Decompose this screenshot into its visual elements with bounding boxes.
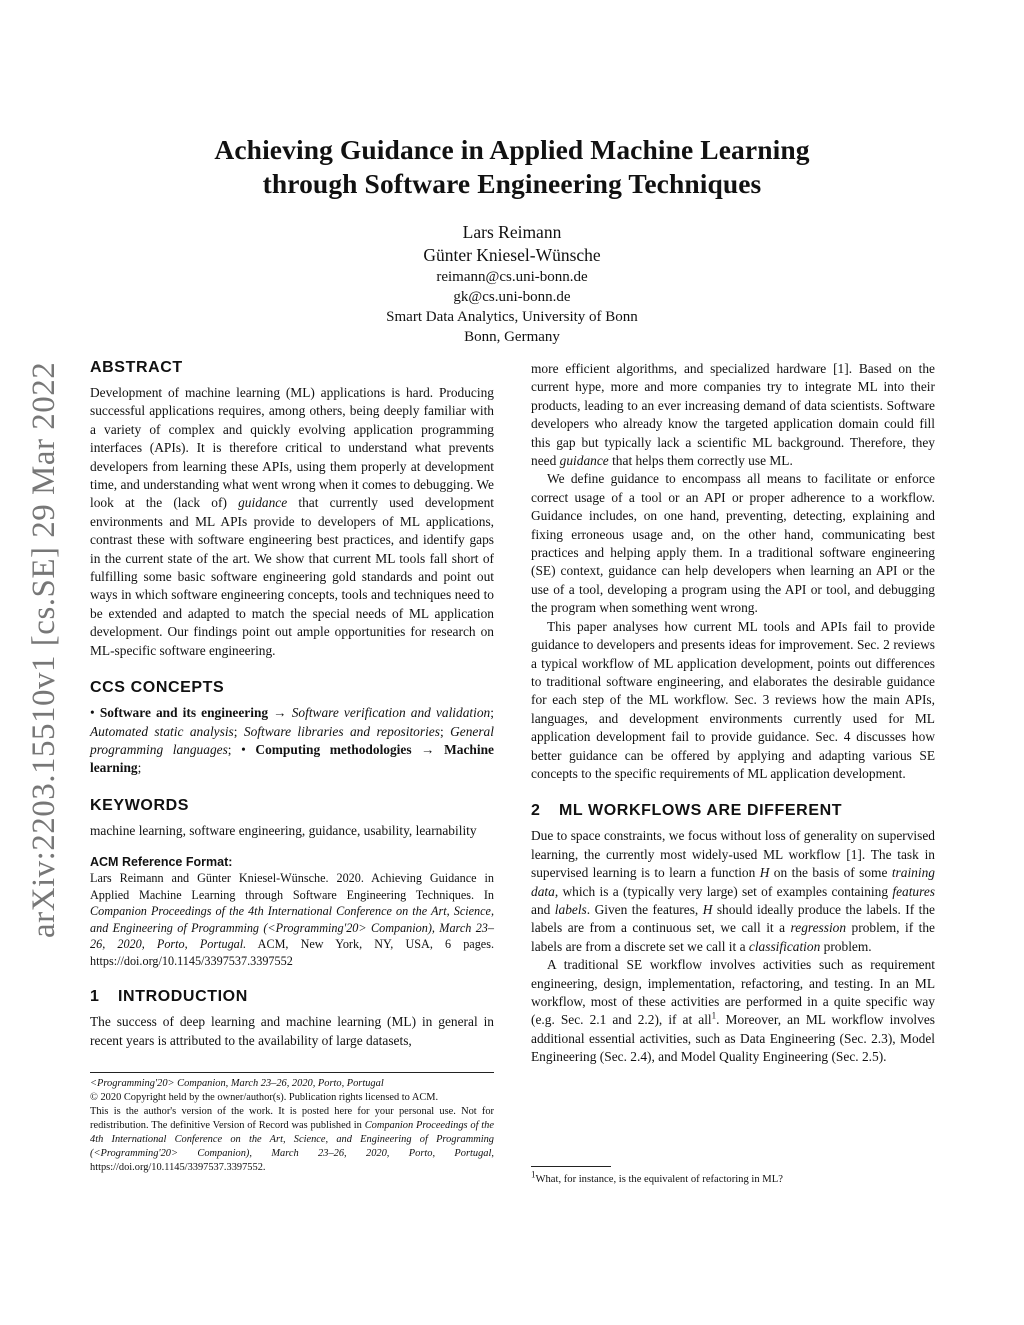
- ccs-subterm: Software libraries and repositories: [243, 723, 440, 739]
- s2-text: A traditional SE workflow involves activities such as requirement engineering, design, implementation, refactoring, and testing. In an ML workflow, most of these activities are performed in a quite specific way (e.g. Sec. 2.1 and 2.2), if at all: [531, 957, 935, 1028]
- s2-emphasis: regression: [790, 920, 847, 936]
- keywords-text: machine learning, software engineering, guidance, usability, learnability: [90, 822, 477, 838]
- s2-text: . Moreover, an ML workflow involves additional essential activities, such as Data Engineering (Sec. 2.3), Model Engineering (Sec. 2.4), and Model Quality Engineering (Sec. 2.5).: [531, 1012, 935, 1065]
- author-block: [0, 221, 1024, 347]
- intro-paragraph-3: This paper analyses how current ML tools and APIs fail to provide guidance to developers and presents ideas for improvement. Sec. 2 reviews a typical workflow of ML application development, points out differences to traditional software engineering, and elaborates the desirable guidance for each step of the ML workflow. Sec. 3 reviews how the main APIs, languages, and development environments currently used for ML application development fail to provide guidance. Sec. 4 discusses how better guidance can be offered by applying and adapting various SE concepts to the specific requirements of ML application development.: [531, 618, 935, 781]
- acm-reference-part: ACM, New York, NY, USA, 6 pages. https://doi.org/10.1145/3397537.3397552: [90, 937, 494, 968]
- s2-math: H: [702, 901, 713, 917]
- paper-title: [0, 133, 1024, 201]
- acm-reference-part: Lars Reimann and Günter Kniesel-Wünsche. 2020. Achieving Guidance in Applied Machine Learning through Software Engineering Techniques. In: [90, 871, 494, 902]
- ccs-concepts: • Software and its engineering → Software verification and validation; Automated static analysis; Software libraries and repositories; General programming languages; • Computing methodologies → Machine learning;: [90, 705, 494, 776]
- abstract-text-part: Development of machine learning (ML) applications is hard. Producing successful applications requires, among others, being deeply familiar with a variety of complex and quickly evolving application programming interfaces (APIs). It is therefore critical to understand what prevents developers from learning these APIs, using them properly at development time, and understanding what went wrong when it comes to debugging. We look at the (lack of): [90, 385, 494, 511]
- s2-emphasis: features: [892, 883, 935, 899]
- section-title: ML WORKFLOWS ARE DIFFERENT: [559, 802, 843, 820]
- ccs-arrow: →: [421, 741, 435, 757]
- footnote-part: This is the author's version of the work. It is posted here for your personal use. Not for redistribution. The definitive Version of Record was published in: [90, 1106, 494, 1131]
- intro-paragraph-1-end: [531, 360, 935, 470]
- footnote-marker: 1: [711, 1010, 717, 1021]
- section-title: INTRODUCTION: [118, 988, 248, 1006]
- intro-paragraph-1-start: The success of deep learning and machine learning (ML) in general in recent years is attributed to the availability of large datasets,: [90, 1014, 494, 1048]
- footnote-1: [531, 1166, 935, 1187]
- acm-reference-text: [90, 870, 494, 969]
- s2-text: problem, if the labels are from a discrete set we call it a: [531, 920, 935, 954]
- abstract-text: [90, 384, 494, 660]
- section-number: 2: [531, 802, 541, 820]
- section2-heading: [531, 801, 935, 821]
- acm-reference-heading: ACM Reference Format:: [90, 855, 233, 870]
- s2-emphasis: classification: [748, 938, 821, 954]
- intro-text-part: that helps them correctly use ML.: [608, 453, 793, 469]
- ccs-heading: CCS CONCEPTS: [90, 679, 225, 697]
- footnote-venue-full: Companion Proceedings of the 4th International Conference on the Art, Science, and Engineering of Programming (<Programming'20> Companion), March 23–26, 2020, Porto, Portugal: [90, 1120, 494, 1159]
- intro-text-part: more efficient algorithms, and specialized hardware [1]. Based on the current hype, more and more companies try to integrate ML into their products, leading to an ever increasing demand of data scientists. Software developers who already know the targeted application domain could fill this gap but typically lack a scientific ML background. Therefore, they need: [531, 361, 935, 469]
- s2-text: should ideally produce the labels. If the labels are from a continuous set, we call it a: [531, 901, 935, 936]
- s2-math: H: [759, 865, 770, 881]
- abstract-emphasis: guidance: [238, 495, 288, 511]
- footnote-number: 1: [531, 1169, 536, 1180]
- ccs-bullet: •: [90, 705, 95, 721]
- author-email-1: reimann@cs.uni-bonn.de: [436, 269, 588, 285]
- intro-paragraph-2: We define guidance to encompass all means to facilitate or enforce correct usage of a tool or an API or proper adherence to a workflow. Guidance includes, on one hand, preventing, detecting, explaining and fixing erroneous usage and, on the other hand, communicating best practices and helping apply them. In a traditional software engineering (SE) context, guidance can help developers when learning an API or the use of a tool, developing a program using the API or tool, and debugging the program when something went wrong.: [531, 471, 935, 616]
- author-affiliation: Smart Data Analytics, University of Bonn: [386, 309, 638, 325]
- ccs-term: Machine learning: [90, 741, 494, 776]
- footnote-copyright: © 2020 Copyright held by the owner/author(s). Publication rights licensed to ACM.: [90, 1092, 439, 1103]
- footnote-venue-text: <Programming'20> Companion, March 23–26, 2020, Porto, Portugal: [90, 1078, 384, 1089]
- s2-text: Due to space constraints, we focus without loss of generality on supervised learning, the currently most widely-used ML workflow [1]. The task in supervised learning is to learn a function: [531, 828, 935, 881]
- ccs-subterm: Automated static analysis: [90, 723, 234, 739]
- ccs-term: Computing methodologies: [255, 741, 412, 757]
- right-column: [531, 360, 935, 1067]
- title-line-1: Achieving Guidance in Applied Machine Learning: [214, 134, 810, 165]
- footnote-1-text: [531, 1169, 935, 1187]
- section-number: 1: [90, 988, 100, 1006]
- s2-text: and: [531, 901, 555, 917]
- intro-emphasis: guidance: [559, 453, 609, 469]
- author-name-1: Lars Reimann: [462, 222, 562, 242]
- author-email-2: gk@cs.uni-bonn.de: [453, 289, 571, 305]
- s2-text: , which is a (typically very large) set of examples containing: [554, 883, 893, 899]
- author-location: Bonn, Germany: [464, 329, 560, 345]
- s2-text: . Given the features,: [586, 901, 703, 917]
- section2-paragraph-2: [531, 956, 935, 1066]
- section2-paragraph-1: [531, 827, 935, 956]
- footnote-content: What, for instance, is the equivalent of refactoring in ML?: [535, 1174, 783, 1185]
- acm-reference-venue: Companion Proceedings of the 4th International Conference on the Art, Science, and Engineering of Programming (<Programming'20> Companion), March 23–26, 2020, Porto, Portugal.: [90, 904, 494, 952]
- copyright-footnote: [90, 1072, 494, 1175]
- ccs-term: Software and its engineering: [99, 705, 269, 721]
- abstract-heading: ABSTRACT: [90, 359, 183, 376]
- ccs-subterm: Software verification and validation: [291, 705, 491, 721]
- s2-text: on the basis of some: [769, 865, 892, 881]
- author-name-2: Günter Kniesel-Wünsche: [423, 245, 601, 265]
- abstract-text-part: that currently used development environments and ML APIs provide to developers of ML applications, contrast these with software engineering best practices, and identify gaps in the current state of the art. We show that current ML tools fall short of fulfilling some basic software engineering gold standards and point out ways in which software engineering concepts, tools and techniques need to be extended and adapted to match the special needs of ML application development. Our findings point out ample opportunities for research on ML-specific software engineering.: [90, 495, 494, 658]
- footnote-version-note: [90, 1105, 494, 1175]
- arxiv-identifier: arXiv:2203.15510v1 [cs.SE] 29 Mar 2022: [26, 361, 62, 938]
- title-line-2: through Software Engineering Techniques: [262, 168, 762, 199]
- s2-text: problem.: [820, 938, 872, 954]
- keywords-heading: KEYWORDS: [90, 796, 190, 814]
- footnote-rule: [531, 1166, 611, 1167]
- ccs-arrow: →: [273, 705, 287, 721]
- footnote-part: , https://doi.org/10.1145/3397537.3397552.: [90, 1148, 494, 1173]
- s2-emphasis: labels: [554, 901, 587, 917]
- intro-heading: [90, 987, 494, 1007]
- left-column: [90, 358, 494, 1050]
- ccs-subterm: General programming languages: [90, 723, 494, 757]
- footnote-venue: [90, 1077, 494, 1091]
- s2-emphasis: training data: [531, 865, 935, 899]
- ccs-bullet: •: [241, 741, 246, 757]
